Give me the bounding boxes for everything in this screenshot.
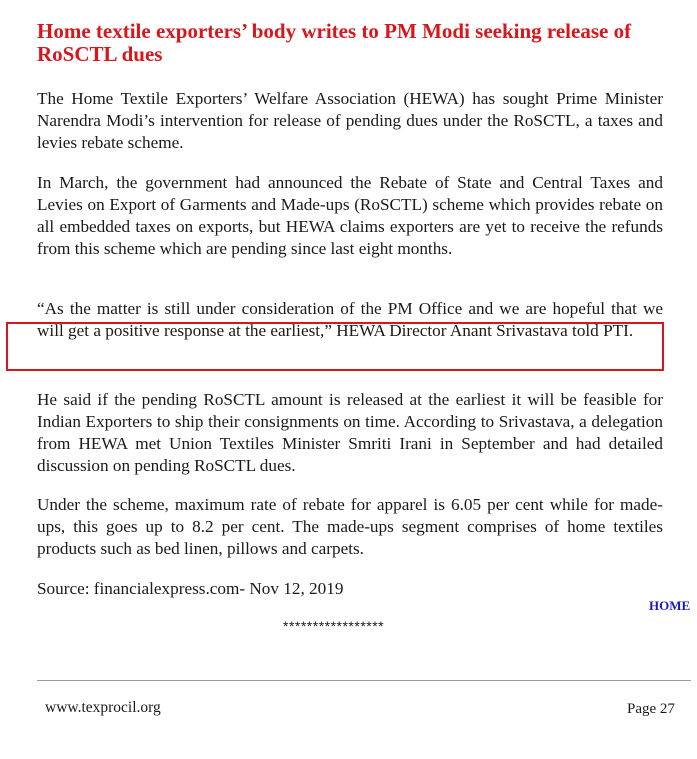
footer-divider xyxy=(37,680,691,681)
side-tag: HOME xyxy=(649,598,691,613)
paragraph-1: The Home Textile Exporters’ Welfare Association (HEWA) has sought Prime Minister Narendra Modi’s intervention for release of pending dues under the RoSCTL, a taxes and levies rebate scheme. xyxy=(37,89,663,152)
source-line: Source: financialexpress.com- Nov 12, 2019 xyxy=(37,579,344,598)
page-number: Page 27 xyxy=(627,701,675,717)
footer-website: www.texprocil.org xyxy=(45,699,161,716)
paragraph-2: In March, the government had announced the Rebate of State and Central Taxes and Levies on Export of Garments and Made-ups (RoSCTL) scheme which provides rebate on all embedded taxes on exports, but HEWA claims exporters are yet to receive the refunds from this scheme which are pending since last eight months. xyxy=(37,173,663,258)
highlight-box xyxy=(6,322,664,371)
paragraph-3: “As the matter is still under consideration of the PM Office and we are hopeful that we will get a positive response at the earliest,” HEWA Director Anant Srivastava told PTI. xyxy=(37,299,663,340)
paragraph-5: Under the scheme, maximum rate of rebate for apparel is 6.05 per cent while for made-ups, this goes up to 8.2 per cent. The made-ups segment comprises of home textiles products such as bed linen, pillows and carpets. xyxy=(37,495,663,558)
article-headline: Home textile exporters’ body writes to PM Modi seeking release of RoSCTL dues xyxy=(37,19,632,66)
paragraph-4: He said if the pending RoSCTL amount is released at the earliest it will be feasible for Indian Exporters to ship their consignments on time. According to Srivastava, a delegation from HEWA met Union Textiles Minister Smriti Irani in September and had detailed discussion on pending RoSCTL dues. xyxy=(37,390,663,475)
separator-stars: ***************** xyxy=(283,618,385,634)
